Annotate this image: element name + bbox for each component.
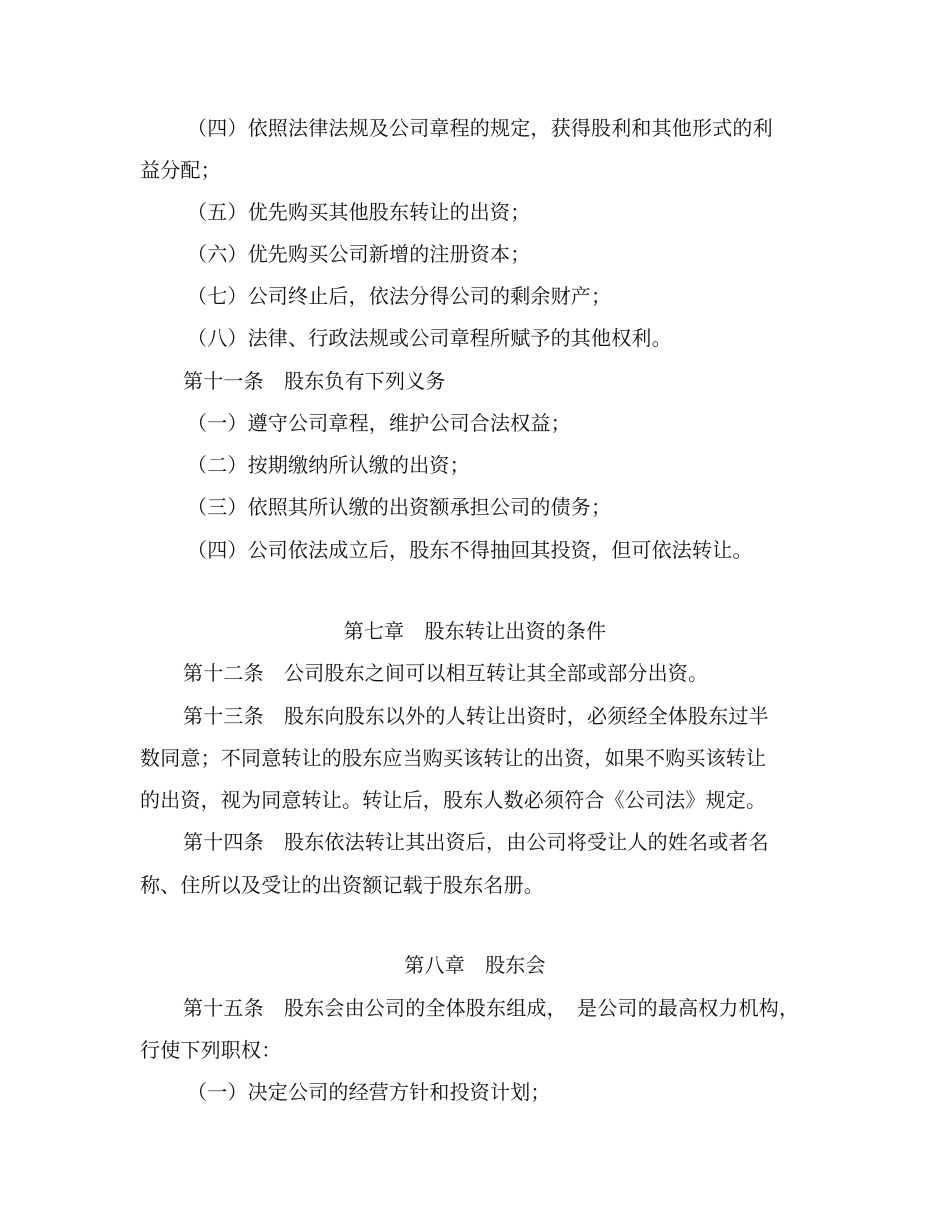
chapter-title: 第八章 股东会 <box>404 953 546 977</box>
article-line: 第十二条 公司股东之间可以相互转让其全部或部分出资。 <box>183 661 709 685</box>
paragraph-line: （四）公司依法成立后，股东不得抽回其投资，但可依法转让。 <box>187 538 753 562</box>
paragraph-line: （一）决定公司的经营方针和投资计划； <box>187 1080 551 1104</box>
paragraph-line: （三）依照其所认缴的出资额承担公司的债务； <box>187 495 612 519</box>
paragraph-line: 行使下列职权： <box>140 1038 282 1062</box>
paragraph-line: （四）依照法律法规及公司章程的规定，获得股利和其他形式的利 <box>187 116 773 140</box>
paragraph-line: （七）公司终止后，依法分得公司的剩余财产； <box>187 284 612 308</box>
paragraph-line: 称、住所以及受让的出资额记载于股东名册。 <box>140 873 544 897</box>
paragraph-line: 的出资，视为同意转让。转让后，股东人数必须符合《公司法》规定。 <box>140 788 767 812</box>
paragraph-line: （二）按期缴纳所认缴的出资； <box>187 453 470 477</box>
paragraph-line: （五）优先购买其他股东转让的出资； <box>187 200 531 224</box>
article-line: 第十五条 股东会由公司的全体股东组成， 是公司的最高权力机构， <box>183 996 800 1020</box>
paragraph-line: （六）优先购买公司新增的注册资本； <box>187 242 531 266</box>
article-heading: 第十一条 股东负有下列义务 <box>183 369 446 393</box>
article-line: 第十四条 股东依法转让其出资后，由公司将受让人的姓名或者名 <box>183 830 769 854</box>
chapter-title: 第七章 股东转让出资的条件 <box>343 619 607 643</box>
paragraph-line: （一）遵守公司章程，维护公司合法权益； <box>187 411 571 435</box>
article-line: 第十三条 股东向股东以外的人转让出资时，必须经全体股东过半 <box>183 704 769 728</box>
paragraph-line: 益分配； <box>140 158 221 182</box>
paragraph-line: （八）法律、行政法规或公司章程所赋予的其他权利。 <box>187 326 672 350</box>
paragraph-line: 数同意；不同意转让的股东应当购买该转让的出资，如果不购买该转让 <box>140 746 767 770</box>
